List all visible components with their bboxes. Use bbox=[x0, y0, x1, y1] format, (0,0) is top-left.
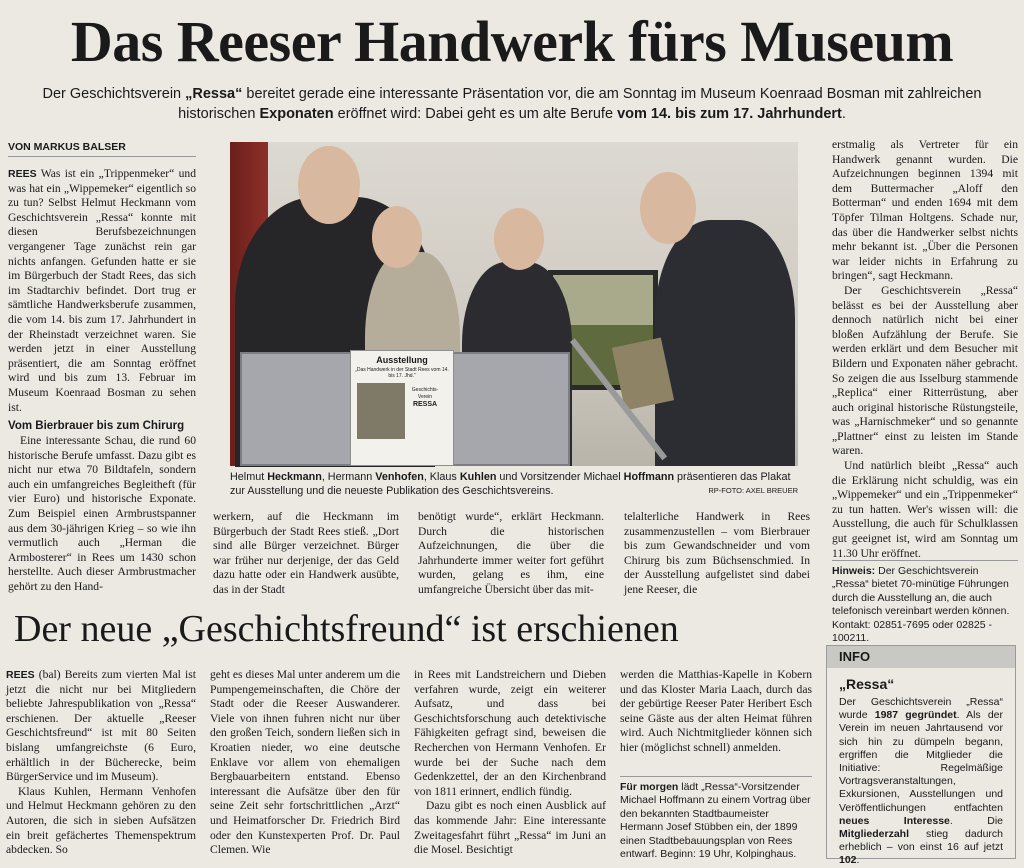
byline: VON MARKUS BALSER bbox=[8, 140, 196, 157]
head-hoffmann bbox=[640, 172, 696, 244]
exhibition-poster: Ausstellung „Das Handwerk in der Stadt Rees vom 14. bis 17. Jhd.“ Geschichts-Verein RESSA bbox=[350, 350, 454, 466]
poster-illustration bbox=[357, 383, 405, 439]
headline: Das Reeser Handwerk fürs Museum bbox=[70, 9, 954, 74]
subheading: Vom Bierbrauer bis zum Chirurg bbox=[8, 420, 185, 433]
head-venhofen bbox=[372, 206, 422, 268]
article-column-2: werkern, auf die Heckmann im Bürgerbuch der Stadt Rees stieß. „Dort sind alle Bürger verzeichnet. Bürger war früher nur derjenige, der das Geld dazu hatte oder ein Handwerk ausübte, das in der Stadt bbox=[213, 510, 399, 596]
photo-caption: Helmut Heckmann, Hermann Venhofen, Klaus Kuhlen und Vorsitzender Michael Hoffmann präsentieren das Plakat zur Ausstellung und die neueste Publikation des Geschichtsvereins. bbox=[230, 471, 791, 497]
intro-text: Der Geschichtsverein „Ressa“ bereitet gerade eine interessante Präsentation vor, die am Sonntag im Museum Koenraad Bosman mit zahlreichen historischen Exponaten eröffnet wird: Dabei geht es um alte Berufe vom 14. bis zum 17. Jahrhundert. bbox=[42, 86, 982, 122]
head-heckmann bbox=[298, 146, 360, 224]
info-bar: INFO bbox=[827, 646, 1015, 668]
dateline: REES bbox=[8, 168, 37, 180]
article2-column-1: REES (bal) Bereits zum vierten Mal ist jetzt die nicht nur bei Mitgliedern beliebte Jahrespublikation von „Ressa“ erschienen. Der aktuelle „Reeser Geschichtsfreund“ ist mit 80 Seiten bislang umfangreichste (6 Euro, erhältlich in der Bücherecke, beim BürgerService und im Museum). Klaus Kuhlen, Hermann Venhofen und Helmut Heckmann gehören zu den Autoren, die sich in sieben Aufsätzen ein breit gefächertes Themenspektrum abdecken. So bbox=[6, 668, 196, 857]
info-body: Der Geschichtsverein „Ressa“ wurde 1987 gegründet. Als der Verein im neuen Jahrtausend vor sich hin zu dümpeln begann, ergriffen die Mitglieder die Initiative: Regelmäßige Vortragsveranstaltungen, Exkursionen, Ausstellungen und Veröffentlichungen entfachten neues Interesse. Die Mitgliederzahl stieg dadurch erheblich – von einst 16 auf jetzt 102. bbox=[839, 696, 1003, 867]
article-column-4: telalterliche Handwerk in Rees zusammenzustellen – vom Bierbrauer bis zum Gewandschneider und vom Chirurg bis zum Büchsenschmied. In der Ausstellung aufgelistet sind dabei jene Reeser, die bbox=[624, 510, 810, 596]
article2-column-4: werden die Matthias-Kapelle in Kobern und das Kloster Maria Laach, durch das der gebürtige Reeser Pater Heribert Esch seine Gäste aus der alten Heimat führen wird. Auch Nichtmitglieder können sich hier (möglichst schnell) anmelden. Für morgen lädt „Ressa“-Vorsitzender Michael Hoffmann zu einem Vortrag über den bekannten Stadtbaumeister Hermann Josef Stübben ein, der 1899 einen Stadtbebauungsplan von Rees entwarf. Beginn: 19 Uhr, Kolpinghaus. bbox=[620, 668, 812, 861]
fuer-morgen-note: Für morgen lädt „Ressa“-Vorsitzender Michael Hoffmann zu einem Vortrag über den bekannten Stadtbaumeister Hermann Josef Stübben ein, der 1899 einen Stadtbebauungsplan von Rees entwarf. Beginn: 19 Uhr, Kolpinghaus. bbox=[620, 776, 812, 861]
info-box bbox=[826, 645, 1016, 867]
info-title: „Ressa“ bbox=[839, 676, 895, 692]
photo-credit: RP-FOTO: AXEL BREUER bbox=[708, 486, 798, 495]
headline-2: Der neue „Geschichtsfreund“ ist erschienen bbox=[14, 608, 679, 650]
article2-column-2: geht es dieses Mal unter anderem um die Pumpengemeinschaften, die Chöre der Stadt oder die Reeser Auswanderer. Viele von ihnen fuhren nicht nur über den großen Teich, sondern ließen sich in Kroatien nieder, wo eine deutsche Enklave vor allem von ehemaligen Bergbauarbeitern entstand. Ebenso interessant die Aufsätze über den für seine Zeit sehr fortschrittlichen „Arzt“ und Heimatforscher Dr. Friedrich Bird oder den Kunstexperten Prof. Dr. Paul Clemen. Wie bbox=[210, 668, 400, 857]
photo bbox=[230, 142, 798, 466]
article-column-1: VON MARKUS BALSER REES Was ist ein „Trippenmeker“ und was hat ein „Wippemeker“ eigentlich so zu tun? Selbst Helmut Heckmann vom Geschichtsverein „Ressa“ konnte mit diesen Berufsbezeichnungen vergangener Tage zunächst rein gar nichts anfangen. Gefunden hatte er sie im Bürgerbuch der Stadt Rees, das sich im Stadtarchiv befindet. Dort trug er sämtliche Handwerksberufe zusammen, die vom 14. bis zum 17. Jahrhundert in der Rheinstadt verzeichnet waren. Sie werden jetzt in einer Ausstellung präsentiert, die am Sonntag eröffnet wird und bis zum 13. Februar im Museum Koenraad Bosman zu sehen ist. Vom Bierbrauer bis zum Chirurg Eine interessante Schau, die rund 60 historische Berufe umfasst. Dazu gibt es nicht nur etwa 70 Bildtafeln, sondern auch ein umfangreiches Begleitheft (für vier Euro) und historische Exponate. Zum Beispiel einen Armbrustspanner aus dem 30-jährigen Krieg – so wie ihn vermutlich auch „Herman die Armbosterer“ in Rees um 1430 schon herstellte. Auch dieser Armbrustmacher gehört zu den Hand- bbox=[8, 141, 196, 594]
person-hoffmann bbox=[655, 220, 795, 466]
hinweis-note: Hinweis: Der Geschichtsverein „Ressa“ bietet 70-minütige Führungen durch die Ausstellung an, die auch telefonisch vereinbart werden können. Kontakt: 02851-7695 oder 02825 - 100211. bbox=[832, 560, 1018, 645]
article-column-3: benötigt wurde“, erklärt Heckmann. Durch die historischen Aufzeichnungen, die über die Jahrhunderte immer weiter fort geführt wurden, gelang es ihm, eine umfangreiche Übersicht über das mit- bbox=[418, 510, 604, 596]
article-column-5: erstmalig als Vertreter für ein Handwerk genannt wurden. Die Aufzeichnungen beginnen 1394 mit dem Buttermacher „Aloff den Botterman“ und enden 1694 mit dem Töpfer Tilman Holtgens. Schade nur, das über die Handwerker selbst nichts mehr bekannt ist. „Über die Personen war leider nichts in Erfahrung zu bringen“, sagt Heckmann. Der Geschichtsverein „Ressa“ belässt es bei der Ausstellung aber dennoch natürlich nicht bei einer bloßen Aufzählung der Berufe. Sie werden erklärt und dem Besucher mit Bildern und Exponaten näher gebracht. So zeigen die aus Isselburg stammende „Replica“ einer Ritterrüstung, aber auch original historische Rüstungsteile, was „Harnischmeker“ und so genannte „Plattner“ einst zu leisten im Stande waren. Und natürlich bleibt „Ressa“ auch die Erklärung nicht schuldig, was ein „Wippemeker“ und ein „Trippenmeker“ zu tun hatten. Wer's wissen will: die Ausstellung, die auch für Schulklassen gut geeignet ist, wird am Sonntag um 11.30 Uhr eröffnet. Hinweis: Der Geschichtsverein „Ressa“ bietet 70-minütige Führungen durch die Ausstellung an, die auch telefonisch vereinbart werden können. Kontakt: 02851-7695 oder 02825 - 100211. bbox=[832, 138, 1018, 645]
article2-column-3: in Rees mit Landstreichern und Dieben verfahren wurde, zeigt ein weiterer Aufsatz, und dass bei Geschichtsforschung auch detektivische Fähigkeiten gefragt sind, beweisen die Recherchen von Hermann Venhofen. Er wurde bei der Suche nach dem Gedenkzettel, der an den Kirchenbrand von 1811 erinnert, endlich fündig. Dazu gibt es noch einen Ausblick auf das kommende Jahr: Eine interessante Zweitagesfahrt führt „Ressa“ im Juni an die Mosel. Besichtigt bbox=[414, 668, 606, 857]
head-kuhlen bbox=[494, 208, 544, 270]
